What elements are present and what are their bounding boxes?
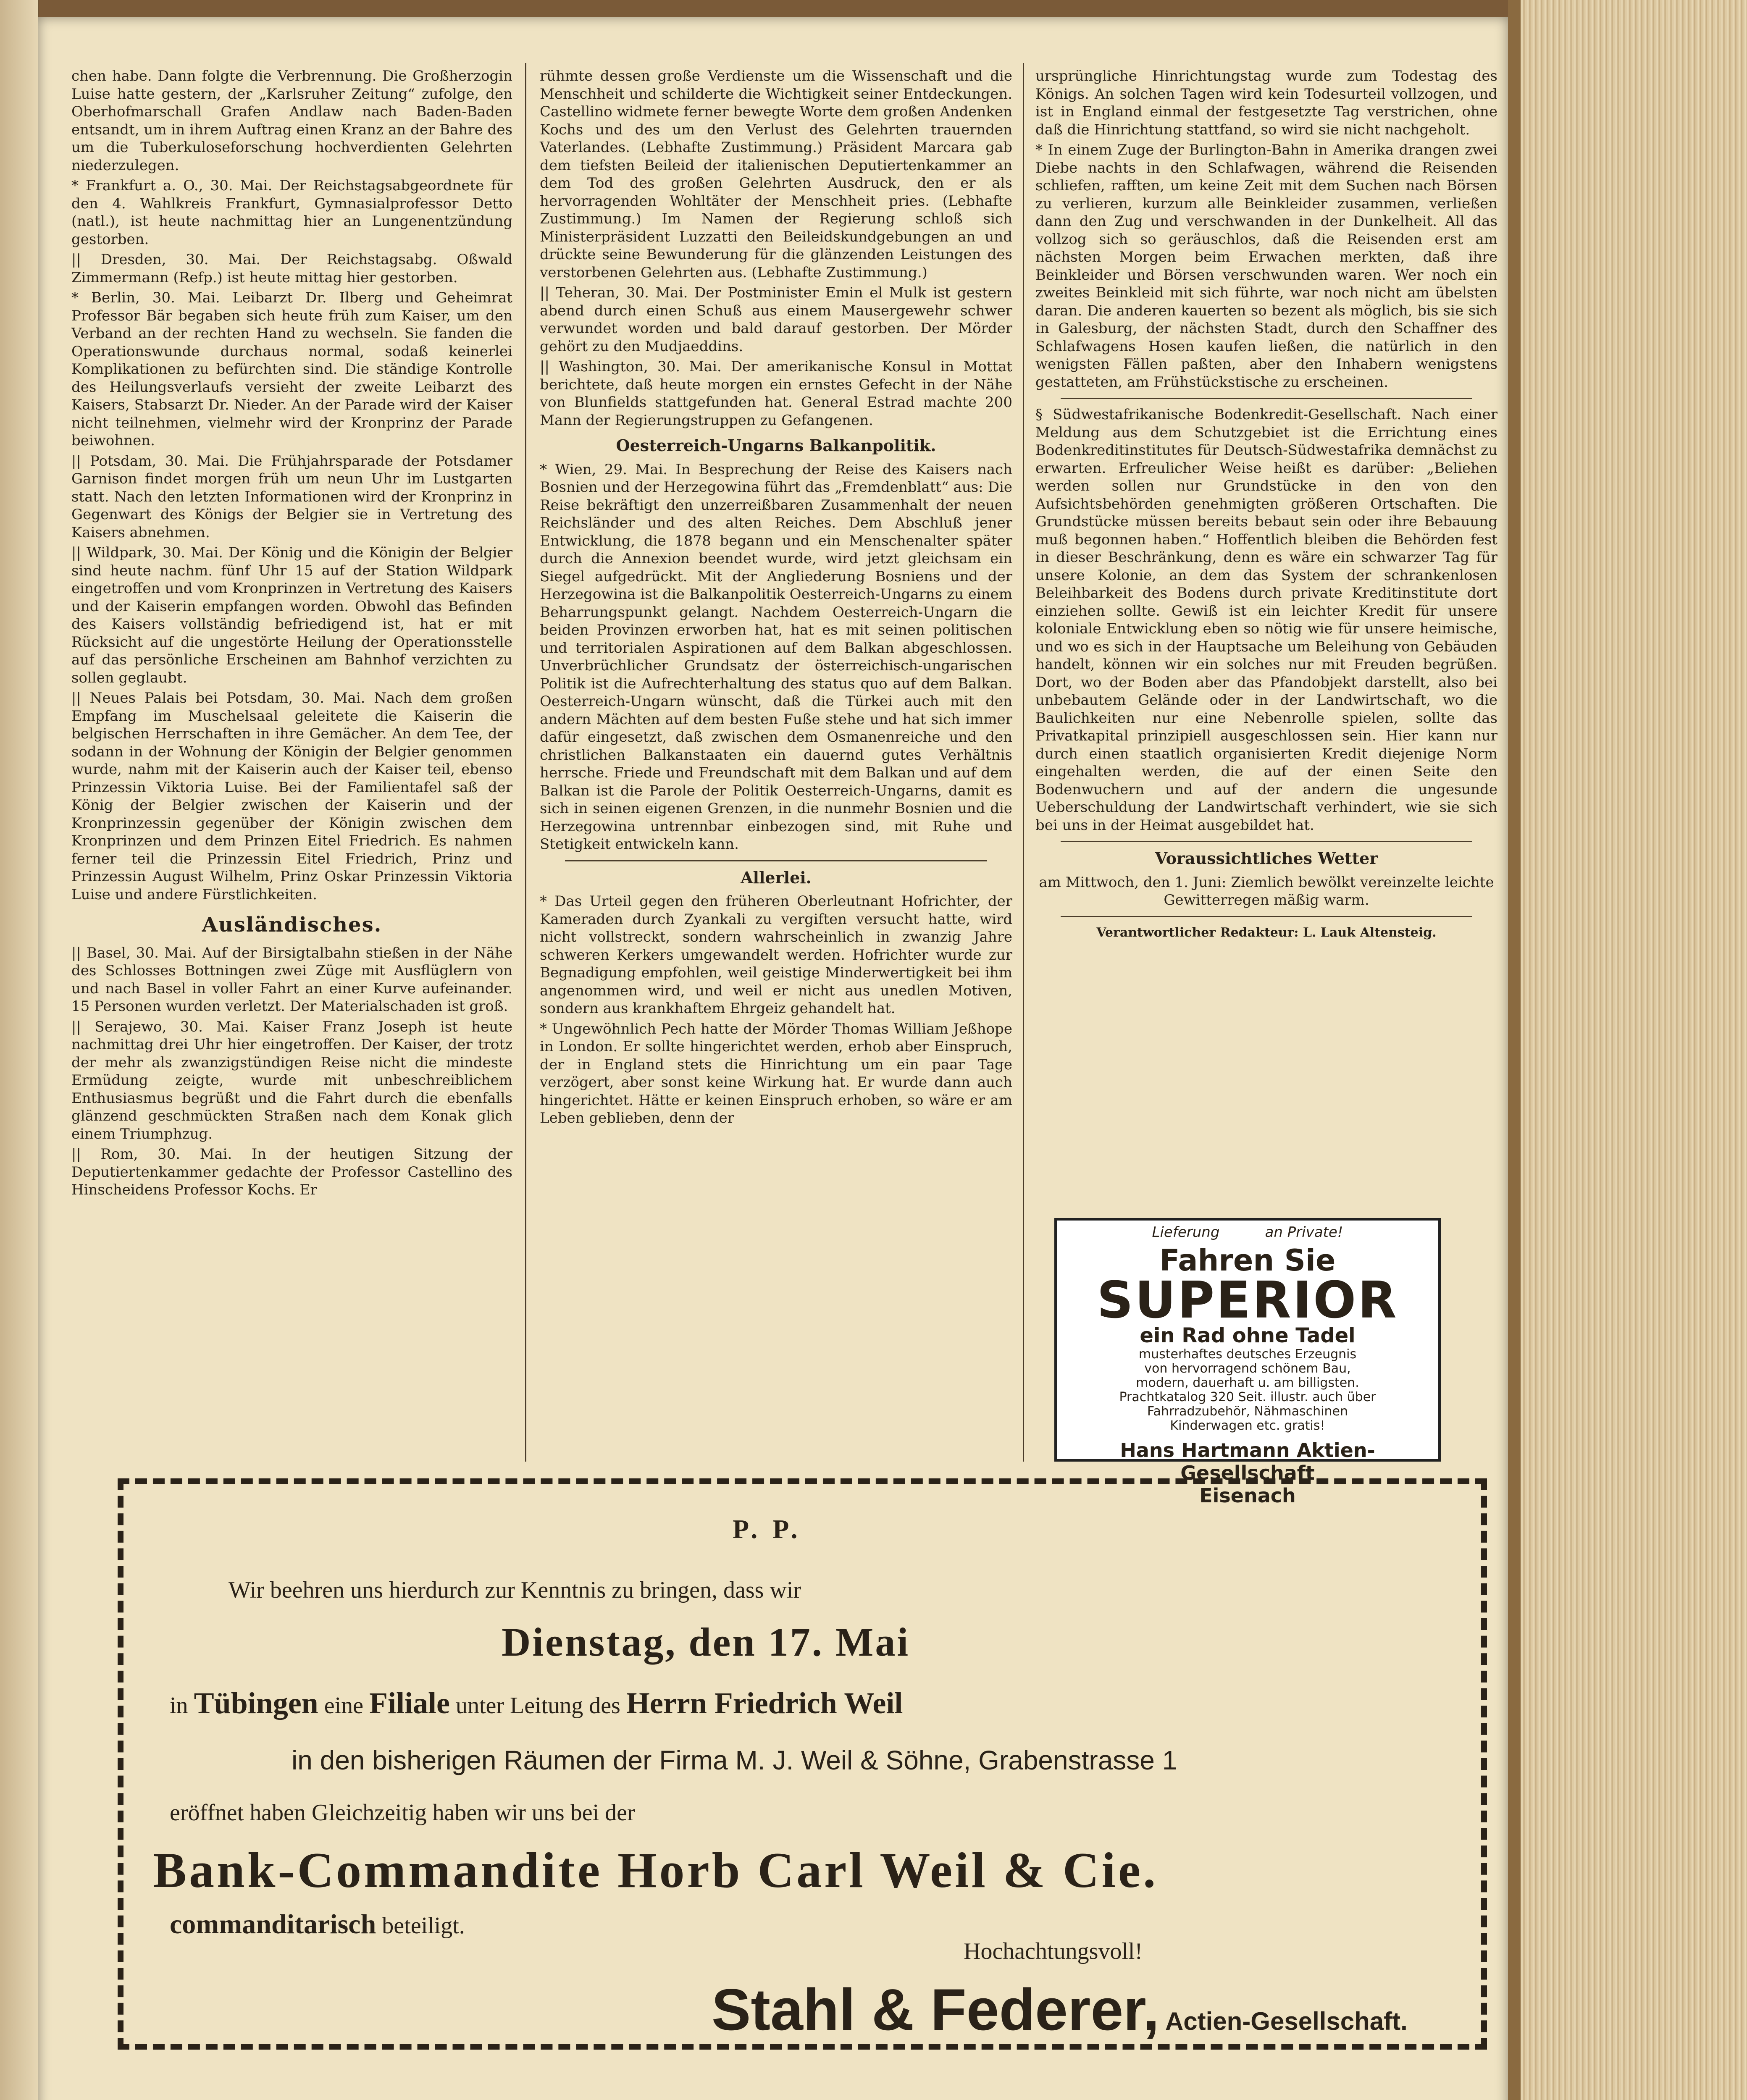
article-paragraph: * Das Urteil gegen den früheren Oberleutnant Hofrichter, der Kameraden durch Zyankali zu vergiften versucht hatte, wird nicht vollstreckt, sondern wahrscheinlich in zwanzig Jahre schweren Kerkers umgewandelt werden. Hofrichter wurde zur Begnadigung empfohlen, weil geistige Minderwertigkeit bei ihm angenommen wird, und weil er nicht aus unedlen Motiven, sondern aus krankhaftem Ehrgeiz gehandelt hat. — [540, 893, 1012, 1017]
text: unter Leitung des — [455, 1693, 620, 1719]
book-page-stack — [1508, 0, 1747, 2100]
ad-text-line: Kinderwagen etc. gratis! — [1170, 1418, 1325, 1433]
announcement-signature — [712, 1976, 1408, 2044]
announcement-greeting: Hochachtungsvoll! — [964, 1938, 1143, 1964]
ad-text-line: modern, dauerhaft u. am billigsten. — [1136, 1376, 1359, 1390]
text: eine — [324, 1693, 363, 1719]
ad-text-line: musterhaftes deutsches Erzeugnis — [1138, 1347, 1357, 1362]
ad-brand: SUPERIOR — [1097, 1271, 1398, 1330]
city-name: Tübingen — [194, 1686, 318, 1720]
branch-word: Filiale — [369, 1686, 450, 1720]
ad-private-label: an Private! — [1265, 1224, 1343, 1241]
divider — [1061, 841, 1472, 842]
section-heading-balkan: Oesterreich-Ungarns Balkanpolitik. — [616, 436, 936, 455]
company-type: Actien-Gesellschaft. — [1165, 2007, 1408, 2035]
announcement-line: eröffnet haben Gleichzeitig haben wir uns bei der — [170, 1800, 635, 1826]
ad-city: Eisenach — [1199, 1484, 1296, 1507]
article-paragraph: || Dresden, 30. Mai. Der Reichstagsabg. Oßwald Zimmermann (Refp.) ist heute mittag hier gestorben. — [71, 251, 512, 286]
column-rule-2 — [1023, 63, 1024, 1462]
section-heading-misc: Allerlei. — [741, 868, 812, 887]
article-paragraph: * In einem Zuge der Burlington-Bahn in Amerika drangen zwei Diebe nachts in den Schlafwagen, während die Reisenden schliefen, rafften, um keine Zeit mit dem Suchen nach Börsen zu verlieren, kurzum alle Beinkleider zusammen, verließen dann den Zug und verschwanden in der Dunkelheit. All das vollzog sich so geräuschlos, daß die Reisenden erst am nächsten Morgen beim Erwachen merkten, daß ihre Beinkleider und Börsen verschwunden waren. Wer noch ein zweites Beinkleid mit sich führte, war noch nicht am übelsten daran. Die anderen kauerten so bezent als möglich, bis sie sich in Galesburg, der nächsten Stadt, durch den Schaffner des Schlafwagens Hosen kaufen ließen, die natürlich in den wenigsten Fällen paßten, aber den Inhabern wenigstens gestatteten, am Frühstückstische zu erscheinen. — [1035, 142, 1497, 391]
column-1 — [71, 67, 512, 1202]
column-3 — [1035, 67, 1497, 944]
divider — [1061, 398, 1472, 399]
text: beteiligt. — [382, 1913, 465, 1939]
announcement-pp: P. P. — [733, 1514, 802, 1544]
article-paragraph: || Serajewo, 30. Mai. Kaiser Franz Joseph ist heute nachmittag drei Uhr hier eingetroffen. Der Kaiser, der trotz der mehr als zwanzigstündigen Reise nicht die mindeste Ermüdung zeigte, wurde mit unbeschreiblichem Enthusiasmus begrüßt und die Fahrt durch die ebenfalls glänzend geschmückten Straßen nach dem Konak glich einem Triumphzug. — [71, 1018, 512, 1142]
column-rule-1 — [525, 63, 526, 1462]
article-paragraph: * Frankfurt a. O., 30. Mai. Der Reichstagsabgeordnete für den 4. Wahlkreis Frankfurt, Gymnasialprofessor Detto (natl.), ist heute nachmittag hier an Lungenentzündung gestorben. — [71, 177, 512, 248]
divider — [1061, 916, 1472, 917]
article-paragraph: || Wildpark, 30. Mai. Der König und die Königin der Belgier sind heute nachm. fünf Uhr 15 auf der Station Wildpark eingetroffen und vom Kronprinzen in Vertretung des Kaisers und der Kaiserin empfangen worden. Obwohl das Befinden des Kaisers vollständig befriedigend ist, hat er mit Rücksicht auf die ungestörte Heilung der Operationsstelle auf das persönliche Erscheinen am Bahnhof verzichten zu sollen geglaubt. — [71, 544, 512, 686]
ad-firm: Hans Hartmann Aktien-Gesellschaft — [1120, 1439, 1375, 1484]
article-paragraph: * Ungewöhnlich Pech hatte der Mörder Thomas William Jeßhope in London. Er sollte hingerichtet werden, erhob aber Einspruch, der in England stets die Hinrichtung um ein paar Tage verzögert, aber sonst keine Wirkung hat. Er wurde dann auch hingerichtet. Hätte er keinen Einspruch erhoben, so wäre er am Leben geblieben, denn der — [540, 1020, 1012, 1126]
article-paragraph: || Washington, 30. Mai. Der amerikanische Konsul in Mottat berichtete, daß heute morgen ein ernstes Gefecht in der Nähe von Blunfields stattgefunden hat. General Estrad machte 200 Mann der Regierungstruppen zu Gefangenen. — [540, 358, 1012, 429]
divider — [565, 860, 987, 861]
announcement-line: Wir beehren uns hierdurch zur Kenntnis zu bringen, dass wir — [229, 1577, 801, 1603]
book-spine-edge — [1508, 0, 1521, 2100]
section-heading-foreign: Ausländisches. — [202, 913, 382, 937]
weather-forecast: am Mittwoch, den 1. Juni: Ziemlich bewölkt vereinzelte leichte Gewitterregen mäßig warm. — [1039, 874, 1494, 908]
ad-text-line: Fahrradzubehör, Nähmaschinen — [1147, 1404, 1348, 1419]
editor-credit: Verantwortlicher Redakteur: L. Lauk Altensteig. — [1096, 925, 1437, 940]
column-2 — [540, 67, 1012, 1130]
article-paragraph: || Basel, 30. Mai. Auf der Birsigtalbahn stießen in der Nähe des Schlosses Bottningen zwei Züge mit Ausflüglern von und nach Basel in voller Fahrt an einer Kurve aufeinander. 15 Personen wurden verletzt. Der Materialschaden ist groß. — [71, 944, 512, 1015]
manager-name: Herrn Friedrich Weil — [626, 1686, 903, 1720]
bank-announcement — [118, 1478, 1487, 2050]
article-paragraph: || Potsdam, 30. Mai. Die Frühjahrsparade der Potsdamer Garnison findet morgen früh um neun Uhr im Lustgarten statt. Nach den letzten Informationen wird der Kronprinz in Gegenwart des Königs der Belgier sie in Vertretung des Kaisers abnehmen. — [71, 452, 512, 541]
article-paragraph: § Südwestafrikanische Bodenkredit-Gesellschaft. Nach einer Meldung aus dem Schutzgebiet ist die Errichtung eines Bodenkreditinstitutes für Deutsch-Südwestafrika demnächst zu erwarten. Erfreulicher Weise heißt es darüber: „Beliehen werden sollen nur Grundstücke in den von den Aufsichtsbehörden genehmigten größeren Ortschaften. Die Grundstücke müssen bereits bebaut sein oder ihre Bebauung muß begonnen haben.“ Hoffentlich bleiben die Behörden fest in dieser Beschränkung, denn es wäre ein schwarzer Tag für unsere Kolonie, an dem das System der schrankenlosen Beleihbarkeit des Bodens durch private Kreditinstitute dort einziehen sollte. Gewiß ist ein leichter Kredit für unsere koloniale Entwicklung eben so nötig wie für unsere heimische, und wo es sich in der Hauptsache um Beleihung von Gebäuden handelt, können wir ein solches nur mit Freuden begrüßen. Dort, wo der Boden aber das Pfandobjekt darstellt, also bei unbebautem Gelände oder in der Landwirtschaft, wo die Baulichkeiten nur eine Nebenrolle spielen, sollte das Privatkapital prinzipiell ausgeschlossen sein. Hier kann nur durch einen staatlich organisierten Kredit diejenige Norm eingehalten werden, die auf der einen Seite den Bodenwuchern und auf der andern die ungesunde Ueberschuldung der Landwirtschaft verhindert, wie sie sich bei uns in der Heimat ausgebildet hat. — [1035, 406, 1497, 834]
article-paragraph: || Rom, 30. Mai. In der heutigen Sitzung der Deputiertenkammer gedachte der Professor Castellino des Hinscheidens Professor Kochs. Er — [71, 1146, 512, 1198]
article-paragraph: * Berlin, 30. Mai. Leibarzt Dr. Ilberg und Geheimrat Professor Bär begaben sich heute früh zum Kaiser, um den Verband an der rechten Hand zu wechseln. Sie fanden die Operationswunde durchaus normal, sodaß keinerlei Komplikationen zu befürchten sind. Die ständige Kontrolle des Heilungsverlaufs versieht der zweite Leibarzt des Kaisers, Stabsarzt Dr. Nieder. An der Parade wird der Kaiser nicht teilnehmen, vielmehr wird der Kronprinz der Parade beiwohnen. — [71, 289, 512, 449]
ad-slogan: ein Rad ohne Tadel — [1140, 1324, 1356, 1347]
text: in — [170, 1693, 188, 1719]
previous-page-edge — [0, 0, 39, 2100]
ad-delivery-label: Lieferung — [1152, 1224, 1220, 1241]
ad-title: Fahren Sie — [1159, 1243, 1336, 1278]
announcement-line-branch — [170, 1686, 903, 1721]
announcement-address: in den bisherigen Räumen der Firma M. J. Weil & Söhne, Grabenstrasse 1 — [292, 1745, 1177, 1775]
article-paragraph: rühmte dessen große Verdienste um die Wissenschaft und die Menschheit und schilderte die Wichtigkeit seiner Entdeckungen. Castellino widmete ferner bewegte Worte dem großen Andenken Kochs und des um den Verlust des Gelehrten trauernden Vaterlandes. (Lebhafte Zustimmung.) Präsident Marcara gab dem tiefsten Beileid der italienischen Deputiertenkammer an dem Tod des großen Gelehrten Ausdruck, den er als hervorragenden Wohltäter der Menschheit pries. (Lebhafte Zustimmung.) Im Namen der Regierung schloß sich Ministerpräsident Luzzatti den Beileidskundgebungen an und drückte seine Bewunderung für die glänzenden Leistungen des verstorbenen Gelehrten aus. (Lebhafte Zustimmung.) — [540, 68, 1012, 281]
article-paragraph: chen habe. Dann folgte die Verbrennung. Die Großherzogin Luise hatte gestern, der „Karlsruher Zeitung“ zufolge, den Oberhofmarschall Grafen Andlaw nach Baden-Baden entsandt, um in ihrem Auftrag einen Kranz an der Bahre des um die Tuberkuloseforschung hochverdienten Gelehrten niederzulegen. — [71, 68, 512, 174]
newspaper-page — [38, 17, 1508, 2100]
text: commanditarisch — [170, 1909, 376, 1940]
ad-top-line — [1057, 1224, 1438, 1241]
superior-bicycle-ad — [1054, 1218, 1441, 1507]
weather-heading: Voraussichtliches Wetter — [1155, 849, 1378, 868]
signature-name: Stahl & Federer, — [712, 1977, 1159, 2042]
article-paragraph: || Teheran, 30. Mai. Der Postminister Emin el Mulk ist gestern abend durch einen Schuß aus einem Mausergewehr schwer verwundet worden und bald darauf gestorben. Der Mörder gehört zu den Mudjaeddins. — [540, 284, 1012, 355]
article-paragraph: ursprüngliche Hinrichtungstag wurde zum Todestag des Königs. An solchen Tagen wird kein Todesurteil vollzogen, und ist in England einmal der festgesetzte Tag verstrichen, ohne daß die Hinrichtung stattfand, so wird sie nicht nachgeholt. — [1035, 68, 1497, 138]
article-paragraph: * Wien, 29. Mai. In Besprechung der Reise des Kaisers nach Bosnien und der Herzegowina führt das „Fremdenblatt“ aus: Die Reise bekräftigt den unzerreißbaren Zusammenhalt der neuen Reichsländer und des alten Reiches. Dem Abschluß jener Entwicklung, die 1878 begann und ein Menschenalter später durch die Annexion beendet wurde, wird jetzt gleichsam ein Siegel aufgedrückt. Mit der Angliederung Bosniens und der Herzegowina ist die Balkanpolitik Oesterreich-Ungarns zu einem Beharrungspunkt gelangt. Nachdem Oesterreich-Ungarn die beiden Provinzen erworben hat, hat es mit seinen politischen und territorialen Aspirationen auf dem Balkan abgeschlossen. Unverbrüchlicher Grundsatz der österreichisch-ungarischen Politik ist die Aufrechterhaltung des status quo auf dem Balkan. Oesterreich-Ungarn wünscht, daß die Türkei auch mit den andern Mächten auf dem besten Fuße stehe und hat sich immer dafür eingesetzt, daß zwischen dem Osmanenreiche und den christlichen Balkanstaaten ein dauernd gutes Verhältnis herrsche. Friede und Freundschaft mit dem Balkan und auf dem Balkan ist die Parole der Politik Oesterreich-Ungarns, damit es sich in seinen eigenen Grenzen, in die nunmehr Bosnien und die Herzegowina untrennbar einbezogen sind, mit Ruhe und Stetigkeit entwickeln kann. — [540, 461, 1012, 853]
article-paragraph: || Neues Palais bei Potsdam, 30. Mai. Nach dem großen Empfang im Muschelsaal geleitete die Kaiserin die belgischen Herrschaften in ihre Gemächer. An dem Tee, der sodann in der Wohnung der Königin der Belgier genommen wurde, nahm mit der Kaiserin auch der Kaiser teil, ebenso Prinzessin Viktoria Luise. Bei der Familientafel saß der König der Belgier zwischen der Kaiserin und der Kronprinzessin gegenüber der Königin zwischen dem Kronprinzen und dem Prinzen Eitel Friedrich. Es nahmen ferner teil die Prinzessin Eitel Friedrich, Prinz und Prinzessin August Wilhelm, Prinz Oskar Prinzessin Viktoria Luise und andere Fürstlichkeiten. — [71, 690, 512, 903]
announcement-date: Dienstag, den 17. Mai — [502, 1620, 910, 1664]
announcement-line-participation — [170, 1908, 465, 1940]
ad-text-line: von hervorragend schönem Bau, — [1144, 1361, 1351, 1376]
bank-name: Bank-Commandite Horb Carl Weil & Cie. — [153, 1842, 1159, 1898]
ad-text-line: Prachtkatalog 320 Seit. illustr. auch über — [1119, 1390, 1376, 1404]
